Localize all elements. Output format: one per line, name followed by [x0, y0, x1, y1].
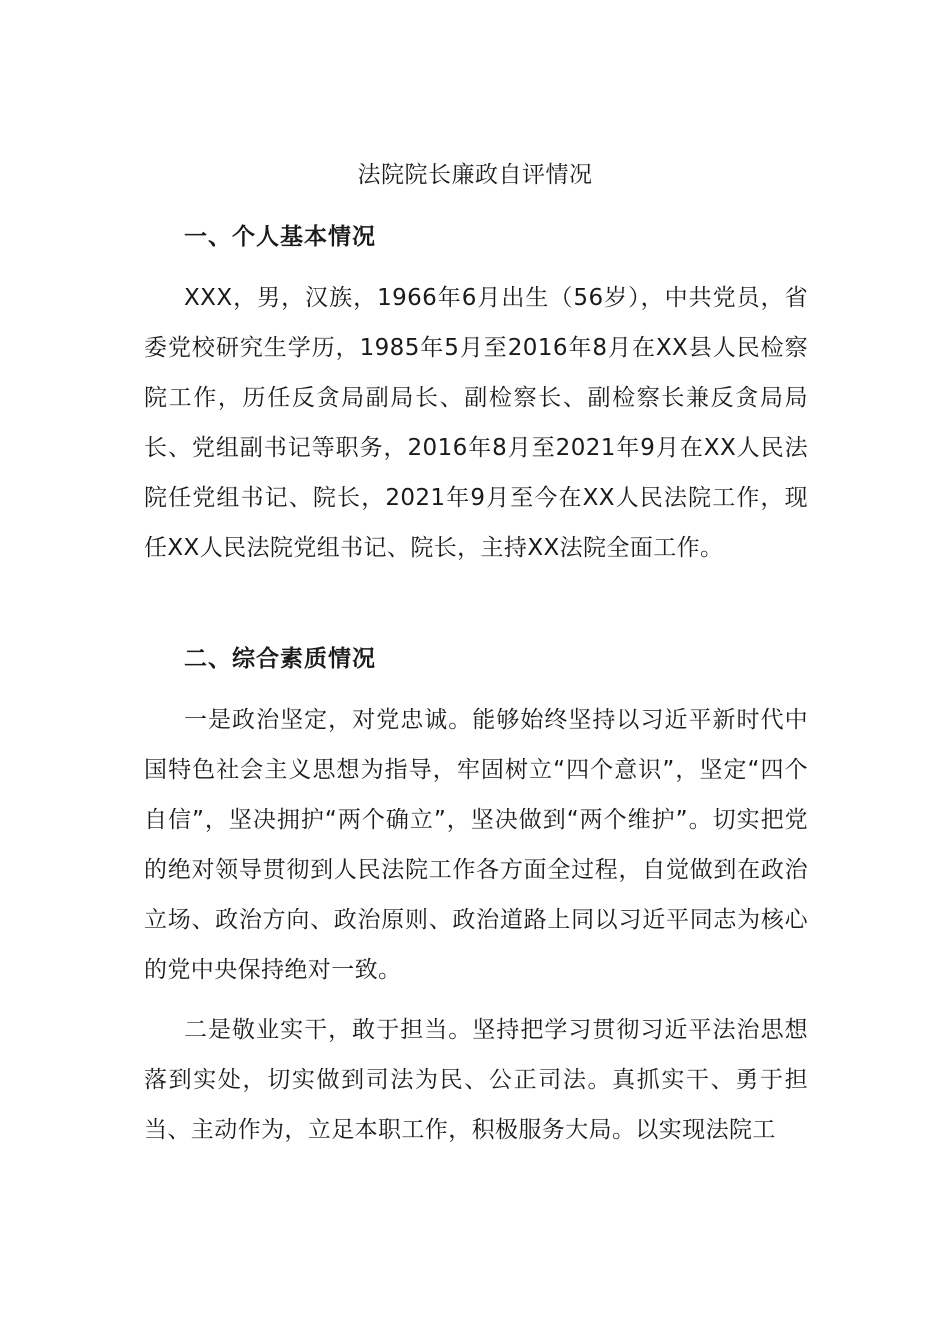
- section-heading-overall-quality: 二、综合素质情况: [184, 646, 376, 672]
- paragraph-political-loyalty: 一是政治坚定，对党忠诚。能够始终坚持以习近平新时代中国特色社会主义思想为指导，牢固树立“四个意识”，坚定“四个自信”，坚决拥护“两个确立”，坚决做到“两个维护”。切实把党的绝对领导贯彻到人民法院工作各方面全过程，自觉做到在政治立场、政治方向、政治原则、政治道路上同以习近平同志为核心的党中央保持绝对一致。: [144, 707, 808, 983]
- paragraph-dedication: 二是敬业实干，敢于担当。坚持把学习贯彻习近平法治思想落到实处，切实做到司法为民、公正司法。真抓实干、勇于担当、主动作为，立足本职工作，积极服务大局。以实现法院工: [144, 1017, 808, 1143]
- document-title: 法院院长廉政自评情况: [357, 162, 593, 188]
- section-heading-personal-info: 一、个人基本情况: [184, 224, 376, 250]
- paragraph-personal-info: XXX，男，汉族，1966年6月出生（56岁），中共党员，省委党校研究生学历，1985年5月至2016年8月在XX县人民检察院工作，历任反贪局副局长、副检察长、副检察长兼反贪局局长、党组副书记等职务，2016年8月至2021年9月在XX人民法院任党组书记、院长，2021年9月至今在XX人民法院工作，现任XX人民法院党组书记、院长，主持XX法院全面工作。: [144, 285, 808, 561]
